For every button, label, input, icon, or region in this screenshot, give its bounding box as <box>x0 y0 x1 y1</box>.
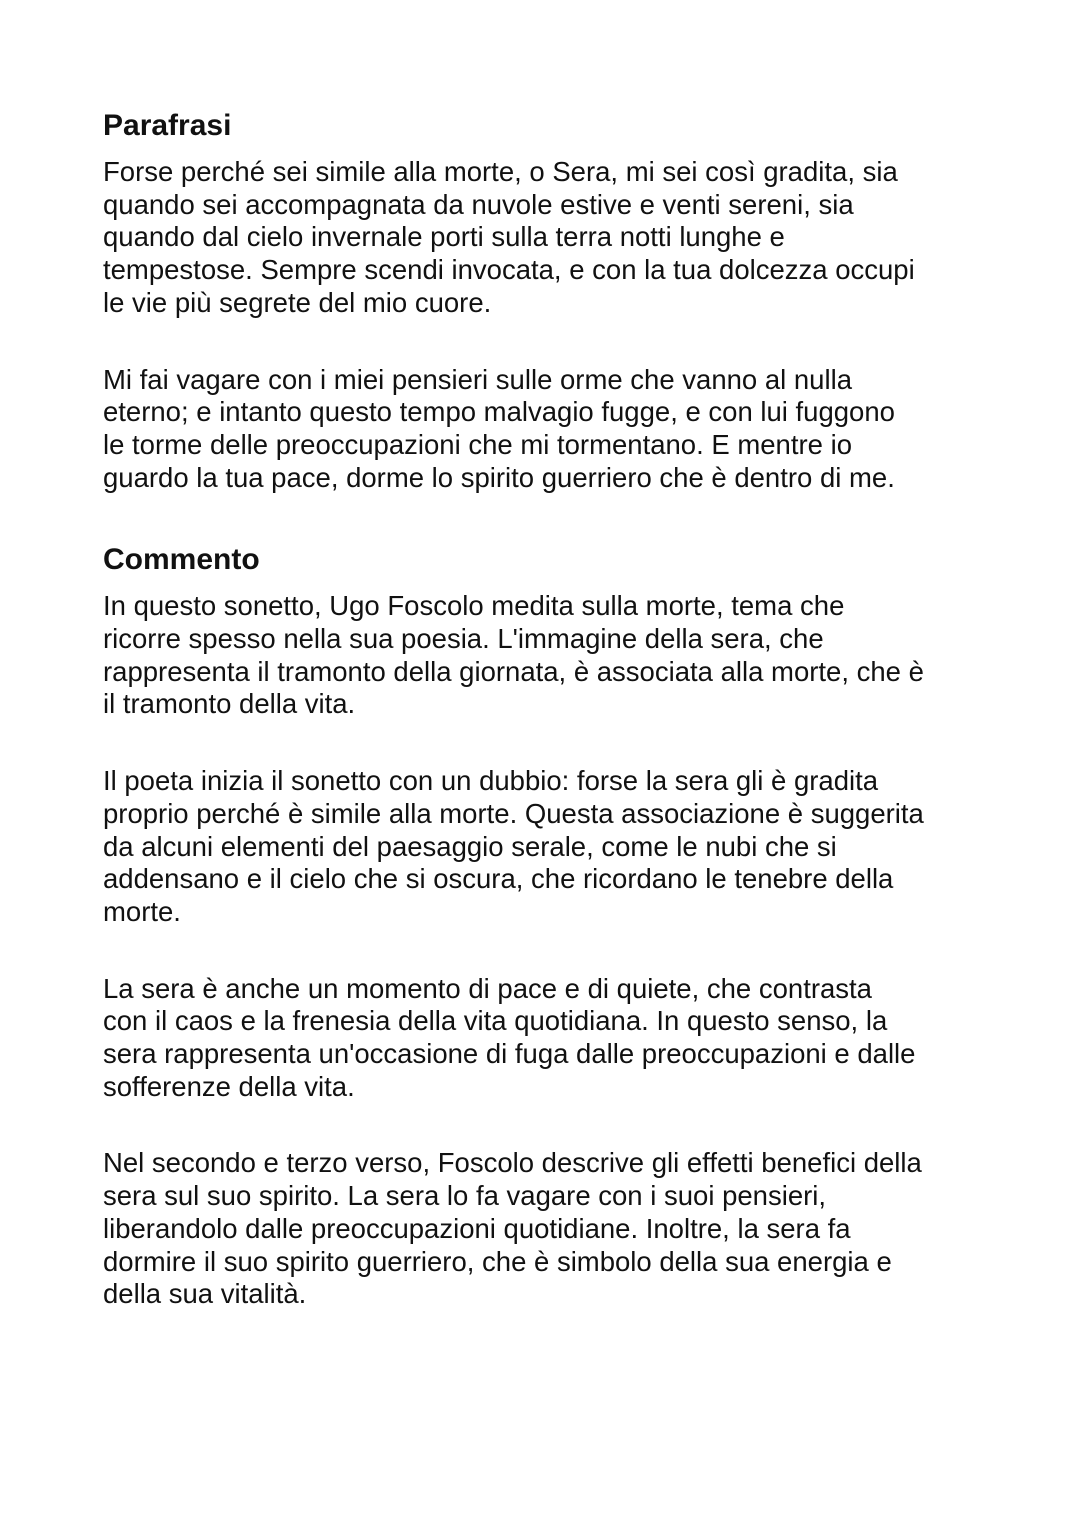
text-line: rappresenta il tramonto della giornata, è associata alla morte, che è <box>103 655 924 687</box>
paragraph <box>103 1147 1003 1311</box>
text-line: quando dal cielo invernale porti sulla terra notti lunghe e <box>103 221 785 253</box>
text-line: Forse perché sei simile alla morte, o Sera, mi sei così gradita, sia <box>103 156 898 187</box>
text-line: Mi fai vagare con i miei pensieri sulle orme che vanno al nulla <box>103 363 852 395</box>
text-line: sera rappresenta un'occasione di fuga dalle preoccupazioni e dalle <box>103 1038 916 1070</box>
text-line: morte. <box>103 895 181 927</box>
section-parafrasi <box>103 104 1003 494</box>
paragraph <box>103 364 1003 495</box>
paragraph <box>103 765 1003 929</box>
text-line: proprio perché è simile alla morte. Questa associazione è suggerita <box>103 797 924 829</box>
section-commento <box>103 538 1003 1311</box>
text-line: Il poeta inizia il sonetto con un dubbio: forse la sera gli è gradita <box>103 765 879 797</box>
text-line: liberandolo dalle preoccupazioni quotidiane. Inoltre, la sera fa <box>103 1212 851 1244</box>
text-line: le torme delle preoccupazioni che mi tormentano. E mentre io <box>103 428 852 460</box>
text-line: da alcuni elementi del paesaggio serale, come le nubi che si <box>103 830 837 862</box>
text-line: sofferenze della vita. <box>103 1070 355 1102</box>
text-line: il tramonto della vita. <box>103 688 356 720</box>
section-heading: Parafrasi <box>103 109 232 142</box>
text-line: le vie più segrete del mio cuore. <box>103 286 492 318</box>
text-line: con il caos e la frenesia della vita quotidiana. In questo senso, la <box>103 1005 888 1037</box>
text-line: eterno; e intanto questo tempo malvagio fugge, e con lui fuggono <box>103 396 895 428</box>
document-page <box>103 104 1003 1355</box>
text-line: quando sei accompagnata da nuvole estive e venti sereni, sia <box>103 188 854 220</box>
paragraph <box>103 973 1003 1104</box>
text-line: della sua vitalità. <box>103 1278 307 1310</box>
paragraph <box>103 156 1003 320</box>
text-line: ricorre spesso nella sua poesia. L'immagine della sera, che <box>103 623 824 655</box>
text-line: La sera è anche un momento di pace e di quiete, che contrasta <box>103 972 872 1004</box>
text-line: sera sul suo spirito. La sera lo fa vagare con i suoi pensieri, <box>103 1180 827 1212</box>
text-line: dormire il suo spirito guerriero, che è simbolo della sua energia e <box>103 1245 892 1277</box>
section-heading: Commento <box>103 543 260 577</box>
text-line: In questo sonetto, Ugo Foscolo medita sulla morte, tema che <box>103 590 845 622</box>
paragraph <box>103 590 1003 721</box>
text-line: addensano e il cielo che si oscura, che ricordano le tenebre della <box>103 863 894 895</box>
text-line: Nel secondo e terzo verso, Foscolo descrive gli effetti benefici della <box>103 1147 922 1179</box>
text-line: tempestose. Sempre scendi invocata, e con la tua dolcezza occupi <box>103 254 915 286</box>
text-line: guardo la tua pace, dorme lo spirito guerriero che è dentro di me. <box>103 461 895 493</box>
